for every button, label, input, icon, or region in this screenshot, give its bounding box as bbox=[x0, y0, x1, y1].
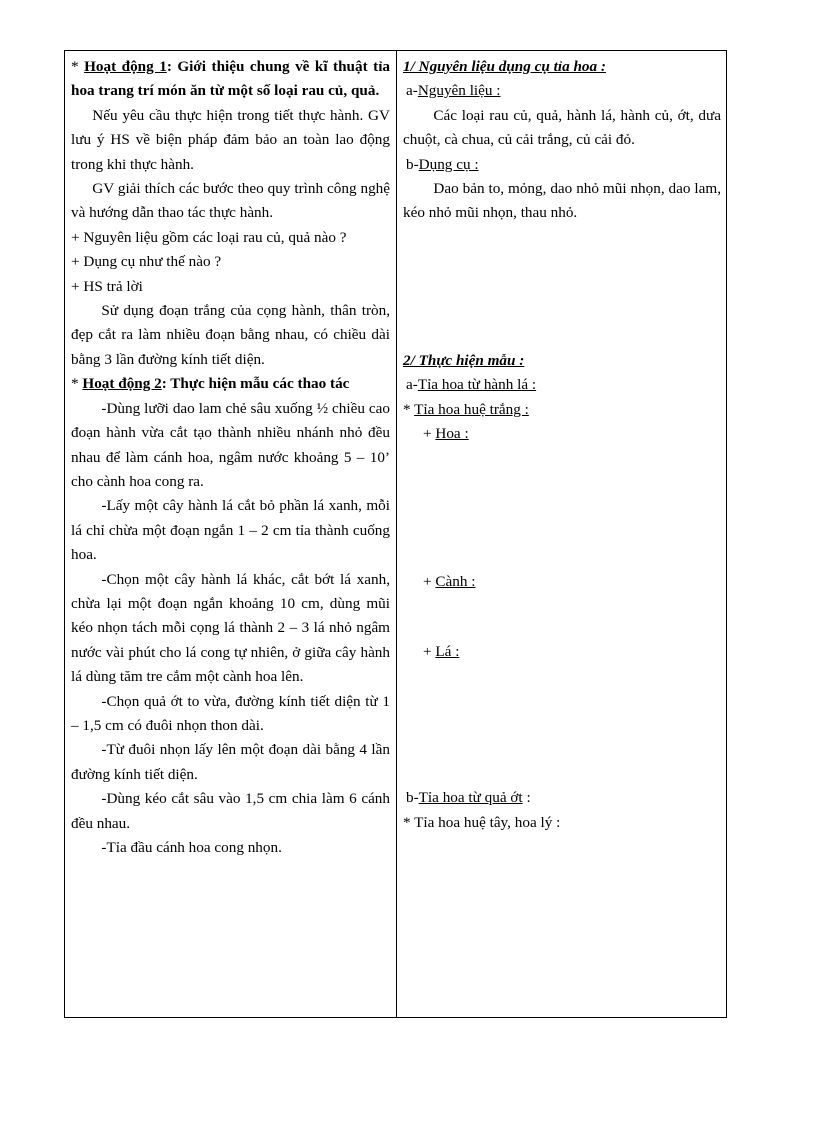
activity-2-label: Hoạt động 2 bbox=[82, 375, 162, 393]
section-1-heading: 1/ Nguyên liệu dụng cụ tỉa hoa : bbox=[403, 58, 606, 75]
content-table bbox=[64, 50, 727, 1018]
cut-onion-paragraph: Sử dụng đoạn trắng của cọng hành, thân tròn, đẹp cắt ra làm nhiều đoạn bằng nhau, có chiều dài bằng 3 lần đường kính tiết diện. bbox=[71, 302, 390, 368]
lily-heading: * Tỉa hoa huệ trắng : bbox=[403, 400, 529, 418]
blank-space bbox=[403, 446, 721, 570]
step-paragraph: -Chọn quả ớt to vừa, đường kính tiết diện từ 1 – 1,5 cm có đuôi nhọn thon dài. bbox=[71, 692, 390, 734]
blank-space bbox=[403, 595, 721, 640]
ingredients-heading: a-Nguyên liệu : bbox=[406, 82, 501, 100]
flower-subheading: + Hoa : bbox=[423, 425, 469, 443]
tools-text: Dao bản to, mỏng, dao nhỏ mũi nhọn, dao lam, kéo nhỏ mũi nhọn, thau nhỏ. bbox=[403, 180, 721, 222]
step-paragraph: -Chọn một cây hành lá khác, cắt bớt lá xanh, chừa lại một đoạn ngắn khoảng 10 cm, dùng mũi kéo nhọn tách mỗi cọng lá thành 2 – 3 lá nhỏ ngâm nước vài phút cho lá cong tự nhiên, ở giữa cây hành lá dùng tăm tre cắm một cành hoa lên. bbox=[71, 570, 390, 686]
activity-1-heading: * Hoạt động 1: Giới thiệu chung về kĩ thuật tỉa hoa trang trí món ăn từ một số loại rau củ, quả. bbox=[71, 58, 391, 100]
activity-1-label: Hoạt động 1 bbox=[84, 58, 167, 75]
teacher-note-paragraph: Nếu yêu cầu thực hiện trong tiết thực hành. GV lưu ý HS về biện pháp đảm bảo an toàn lao động trong khi thực hành. bbox=[71, 106, 390, 173]
right-column bbox=[397, 51, 726, 1017]
stem-subheading: + Cành : bbox=[423, 573, 476, 591]
step-paragraph: -Dùng kéo cắt sâu vào 1,5 cm chia làm 6 cánh đều nhau. bbox=[71, 790, 390, 832]
teacher-explain-paragraph: GV giải thích các bước theo quy trình công nghệ và hướng dẫn thao tác thực hành. bbox=[71, 180, 390, 222]
question-tools: + Dụng cụ như thế nào ? bbox=[71, 253, 222, 271]
step-paragraph: -Dùng lưỡi dao lam chẻ sâu xuống ½ chiều cao đoạn hành vừa cắt tạo thành nhiều nhánh nhỏ đều nhau để làm cánh hoa, ngâm nước khoảng 5 – 10’ cho cành hoa cong ra. bbox=[71, 399, 390, 490]
chili-flower-heading: b-Tỉa hoa từ quả ớt : bbox=[406, 789, 531, 807]
lily-tay-heading: * Tỉa hoa huệ tây, hoa lý : bbox=[403, 813, 561, 831]
activity-2-title: Thực hiện mẫu các thao tác bbox=[166, 375, 350, 393]
blank-space bbox=[403, 664, 721, 786]
tools-heading: b-Dụng cụ : bbox=[406, 155, 479, 173]
activity-2-heading: * Hoạt động 2: Thực hiện mẫu các thao tác bbox=[71, 375, 350, 393]
left-column bbox=[65, 51, 397, 1017]
step-paragraph: -Tỉa đầu cánh hoa cong nhọn. bbox=[101, 839, 282, 856]
blank-space bbox=[403, 226, 721, 349]
step-paragraph: -Lấy một cây hành lá cắt bỏ phần lá xanh, mỗi lá chỉ chừa một đoạn ngắn 1 – 2 cm tỉa thành cuống hoa. bbox=[71, 497, 390, 564]
question-ingredients: + Nguyên liệu gồm các loại rau củ, quả nào ? bbox=[71, 228, 347, 246]
step-paragraph: -Từ đuôi nhọn lấy lên một đoạn dài bằng 4 lần đường kính tiết diện. bbox=[71, 741, 390, 783]
section-2-heading: 2/ Thực hiện mẫu : bbox=[403, 351, 525, 369]
student-answer: + HS trả lời bbox=[71, 277, 143, 295]
activity-1-title: Giới thiệu chung về kĩ thuật tỉa hoa trang trí món ăn từ một số loại rau củ, quả. bbox=[71, 58, 391, 100]
leaf-subheading: + Lá : bbox=[423, 642, 460, 660]
onion-flower-heading: a-Tỉa hoa từ hành lá : bbox=[406, 376, 537, 394]
ingredients-text: Các loại rau củ, quả, hành lá, hành củ, ớt, dưa chuột, cà chua, củ cải trắng, củ cải đỏ. bbox=[403, 106, 721, 149]
